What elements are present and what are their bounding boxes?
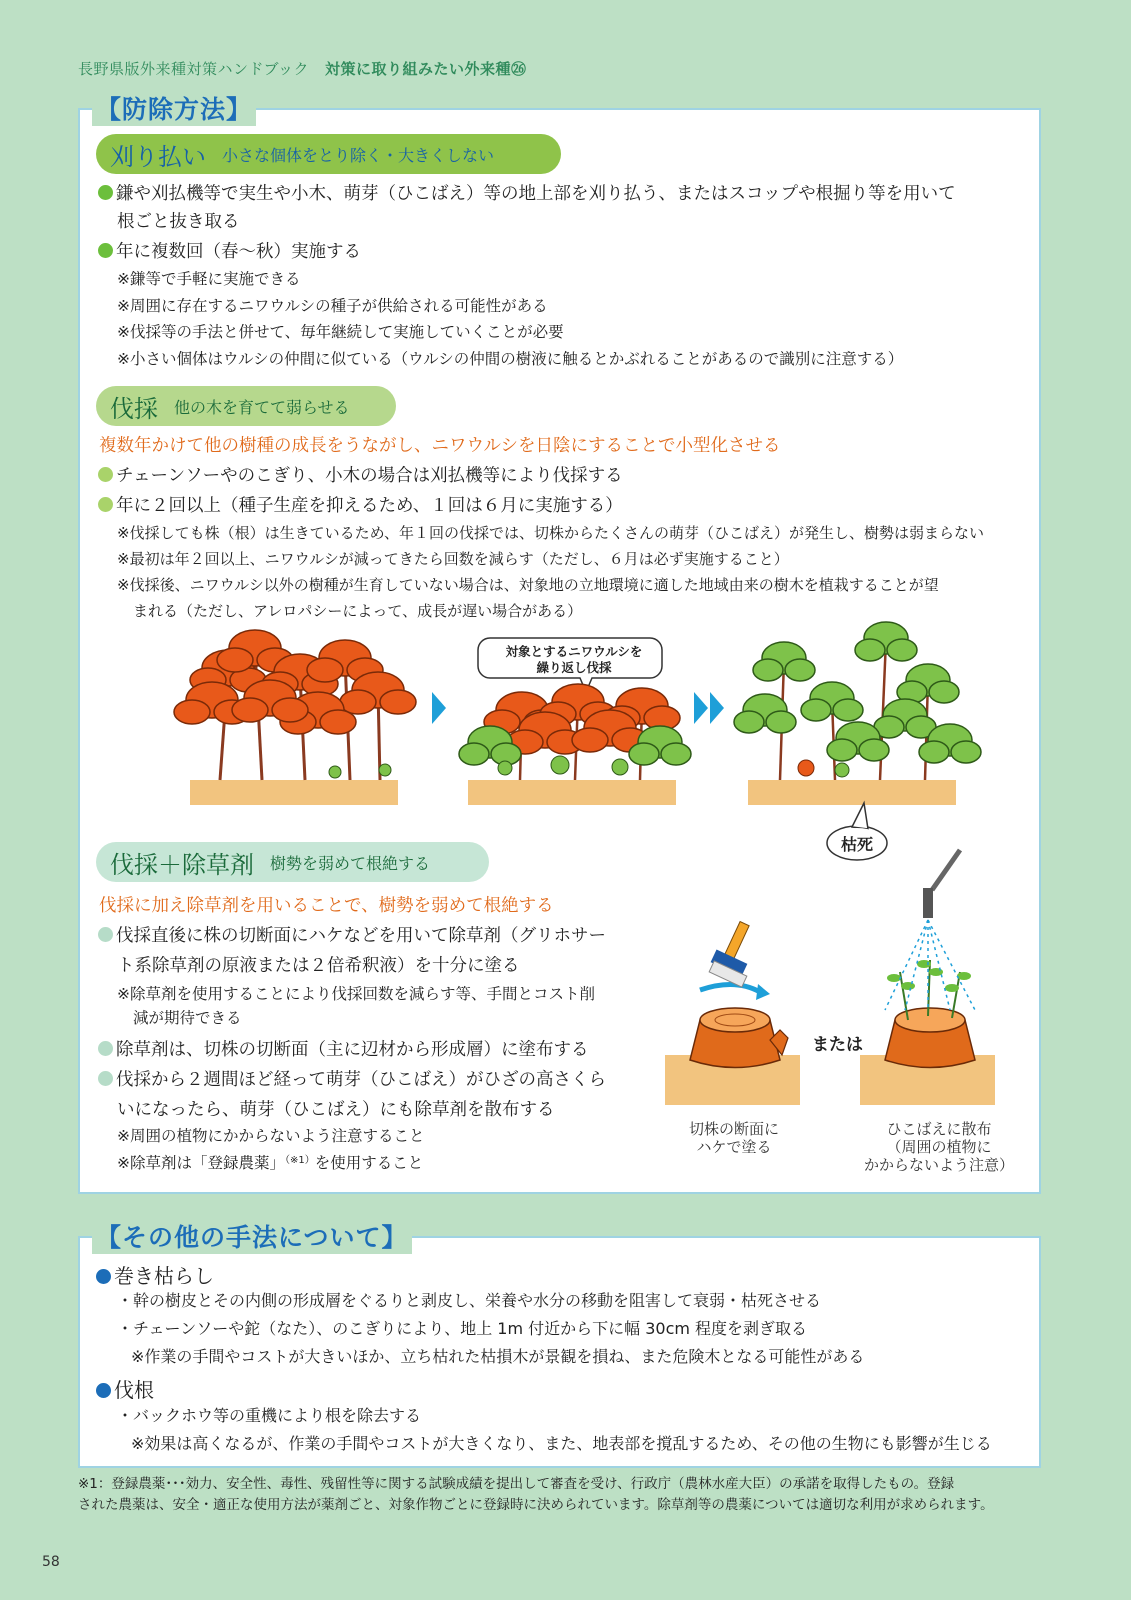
repeated-felling-bubble-text: 対象とするニワウルシを 繰り返し伐採 — [505, 644, 643, 675]
withered-bubble-text: 枯死 — [840, 835, 873, 854]
spray-on-sprouts-illustration — [860, 850, 995, 1105]
bullet-dot-icon — [98, 497, 113, 512]
root-removal-line-1: ・バックホウ等の重機により根を除去する — [117, 1406, 422, 1425]
header-book-title: 長野県版外来種対策ハンドブック — [78, 60, 310, 78]
bullet-dot-icon — [98, 927, 113, 942]
other-methods-title: 【その他の手法について】 — [92, 1218, 412, 1254]
mowing-heading — [96, 134, 561, 174]
bullet-dot-icon — [96, 1269, 111, 1284]
mowing-note-3: ※伐採等の手法と併せて、毎年継続して実施していくことが必要 — [117, 323, 564, 341]
felling-note-2: ※最初は年２回以上、ニワウルシが減ってきたら回数を減らす（ただし、６月は必ず実施すること） — [117, 550, 789, 568]
page-number: 58 — [42, 1554, 60, 1570]
spray-caption: ひこばえに散布 （周囲の植物に かからないよう注意） — [863, 1120, 1014, 1174]
bullet-dot-icon — [98, 467, 113, 482]
bullet-dot-icon — [96, 1383, 111, 1398]
felling-subtitle: 他の木を育てて弱らせる — [174, 397, 350, 417]
mowing-title: 刈り払い — [110, 142, 206, 171]
bullet-dot-icon — [98, 1071, 113, 1086]
felling-bullet-2: 年に２回以上（種子生産を抑えるため、１回は６月に実施する） — [98, 492, 623, 517]
herbicide-note-2: ※周囲の植物にかからないよう注意すること — [117, 1127, 425, 1145]
girdling-note: ※作業の手間やコストが大きいほか、立ち枯れた枯損木が景観を損ね、また危険木となる可能性がある — [131, 1347, 865, 1366]
header-species: 対策に取り組みたい外来種㉖ — [325, 60, 527, 78]
running-header — [78, 58, 527, 79]
felling-note-1: ※伐採しても株（根）は生きているため、年１回の伐採では、切株からたくさんの萌芽（ひこばえ）が発生し、樹勢は弱まらない — [117, 524, 984, 542]
control-methods-title: 【防除方法】 — [92, 90, 256, 126]
girdling-title: 巻き枯らし — [96, 1260, 214, 1289]
mowing-note-2: ※周囲に存在するニワウルシの種子が供給される可能性がある — [117, 297, 548, 315]
arrow-right-icon — [432, 692, 446, 724]
footnote: ※1：登録農薬･･･効力、安全性、毒性、残留性等に関する試験成績を提出して審査を受け、行政庁（農林水産大臣）の承諾を取得したもの。登録 された農薬は、安全・適正な使用方法が薬剤ごと、対象作物ごとに登録時に決められています。除草剤等の農薬については適切な利用が求められます。 — [78, 1476, 994, 1513]
herbicide-subtitle: 樹勢を弱めて根絶する — [270, 853, 431, 873]
root-removal-title: 伐根 — [96, 1374, 154, 1403]
felling-bullet-1: チェーンソーやのこぎり、小木の場合は刈払機等により伐採する — [98, 462, 623, 487]
sprayer-nozzle-icon — [923, 850, 960, 918]
herbicide-application-illustration — [660, 860, 1060, 1120]
herbicide-bullet-1-cont: ト系除草剤の原液または２倍希釈液）を十分に塗る — [117, 956, 520, 976]
girdling-line-1: ・幹の樹皮とその内側の形成層をぐるりと剥皮し、栄養や水分の移動を阻害して衰弱・枯死させる — [117, 1291, 822, 1310]
or-label: または — [812, 1035, 863, 1055]
bullet-dot-icon — [98, 1041, 113, 1056]
herbicide-bullet-1: 伐採直後に株の切断面にハケなどを用いて除草剤（グリホサー — [98, 922, 606, 947]
mowing-subtitle: 小さな個体をとり除く・大きくしない — [222, 145, 495, 165]
brush-on-stump-illustration — [665, 922, 800, 1105]
arrow-right-icon — [710, 692, 724, 724]
felling-title: 伐採 — [110, 394, 158, 423]
brush-caption: 切株の断面に ハケで塗る — [688, 1120, 779, 1156]
mowing-bullet-1: 鎌や刈払機等で実生や小木、萌芽（ひこばえ）等の地上部を刈り払う、またはスコップや根掘り等を用いて — [98, 180, 956, 205]
herbicide-note-1-cont: 減が期待できる — [133, 1009, 242, 1027]
brush-icon — [709, 922, 749, 987]
arrow-right-icon — [694, 692, 708, 724]
felling-lead: 複数年かけて他の樹種の成長をうながし、ニワウルシを日陰にすることで小型化させる — [99, 436, 781, 456]
forest-after-illustration — [734, 622, 981, 860]
mowing-note-4: ※小さい個体はウルシの仲間に似ている（ウルシの仲間の樹液に触るとかぶれることがあるので識別に注意する） — [117, 350, 904, 368]
herbicide-title: 伐採＋除草剤 — [110, 850, 254, 879]
herbicide-lead: 伐採に加え除草剤を用いることで、樹勢を弱めて根絶する — [99, 896, 554, 916]
herbicide-bullet-2: 除草剤は、切株の切断面（主に辺材から形成層）に塗布する — [98, 1036, 589, 1061]
herbicide-bullet-3-cont: いになったら、萌芽（ひこばえ）にも除草剤を散布する — [117, 1100, 555, 1120]
bullet-dot-icon — [98, 185, 113, 200]
mowing-bullet-1-cont: 根ごと抜き取る — [117, 212, 240, 232]
mowing-bullet-2: 年に複数回（春〜秋）実施する — [98, 238, 361, 263]
herbicide-heading — [96, 842, 489, 882]
felling-heading — [96, 386, 396, 426]
root-removal-note: ※効果は高くなるが、作業の手間やコストが大きくなり、また、地表部を撹乱するため、その他の生物にも影響が生じる — [131, 1434, 992, 1453]
herbicide-bullet-3: 伐採から２週間ほど経って萌芽（ひこばえ）がひざの高さくら — [98, 1066, 606, 1091]
girdling-line-2: ・チェーンソーや鉈（なた）、のこぎりにより、地上 1m 付近から下に幅 30cm 程度を剥ぎ取る — [117, 1319, 808, 1338]
herbicide-note-3: ※除草剤は「登録農薬」$^{(※1)}$を使用すること — [117, 1154, 424, 1172]
bullet-dot-icon — [98, 243, 113, 258]
herbicide-note-1: ※除草剤を使用することにより伐採回数を減らす等、手間とコスト削 — [117, 985, 595, 1003]
felling-note-3-cont: まれる（ただし、アレロパシーによって、成長が遅い場合がある） — [133, 602, 583, 620]
forest-before-illustration — [174, 630, 416, 805]
felling-note-3: ※伐採後、ニワウルシ以外の樹種が生育していない場合は、対象地の立地環境に適した地域由来の樹木を植栽することが望 — [117, 576, 939, 594]
mowing-note-1: ※鎌等で手軽に実施できる — [117, 270, 301, 288]
